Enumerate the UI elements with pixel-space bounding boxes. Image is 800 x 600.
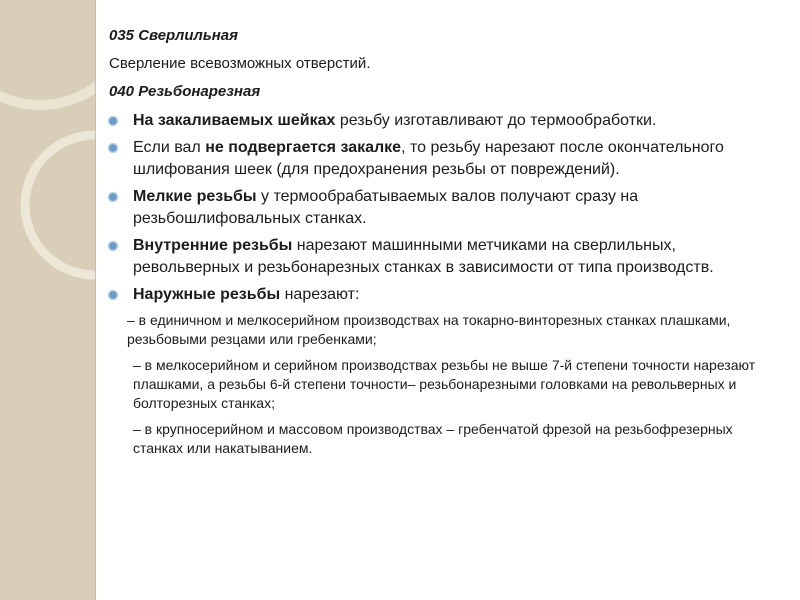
sub-item: – в крупносерийном и массовом производствах – гребенчатой фрезой на резьбофрезерных станках или накатыванием. (133, 421, 733, 456)
bullet-bold-text: не подвергается закалке (205, 139, 402, 156)
bullet-item (107, 186, 777, 230)
operation-title: 035 Сверлильная (109, 27, 238, 44)
bullet-text: нарезают: (280, 286, 360, 303)
bullet-text: у термообрабатываемых валов получают сразу на резьбошлифовальных станках. (133, 188, 639, 227)
slide-content (107, 26, 777, 465)
operation-description: Сверление всевозможных отверстий. (109, 55, 371, 72)
bullet-item (107, 110, 777, 132)
bullet-text: Если вал (133, 139, 206, 156)
bullet-icon (107, 289, 119, 301)
bullet-bold-text: Внутренние резьбы (133, 237, 293, 254)
decorative-sidebar (0, 0, 95, 600)
bullet-text: нарезают машинными метчиками на сверлильных, револьверных и резьбонарезных станках в зависимости от типа производств. (133, 237, 714, 276)
section-title: 040 Резьбонарезная (109, 83, 261, 100)
sidebar-divider (95, 0, 96, 600)
bullet-bold-text: На закаливаемых шейках (133, 112, 336, 129)
bullet-text: резьбу изготавливают до термообработки. (335, 112, 657, 129)
bullet-item (107, 137, 777, 181)
bullet-item (107, 284, 777, 306)
ring-decoration-icon (0, 0, 95, 600)
bullet-icon (107, 240, 119, 252)
bullet-icon (107, 115, 119, 127)
bullet-item (107, 235, 777, 279)
bullet-icon (107, 142, 119, 154)
bullet-bold-text: Наружные резьбы (133, 286, 281, 303)
bullet-text: , то резьбу нарезают после окончательного шлифования шеек (для предохранения резьбы от повреждений). (133, 139, 724, 178)
sub-item: – в единичном и мелкосерийном производствах на токарно-винторезных станках плашками, резьбовыми резцами или гребенками; (127, 312, 731, 347)
bullet-bold-text: Мелкие резьбы (133, 188, 257, 205)
bullet-icon (107, 191, 119, 203)
sub-item: – в мелкосерийном и серийном производствах резьбы не выше 7-й степени точности нарезают плашками, а резьбы 6-й степени точности– резьбонарезными головками на револьверных и болторезных станках; (133, 357, 756, 411)
